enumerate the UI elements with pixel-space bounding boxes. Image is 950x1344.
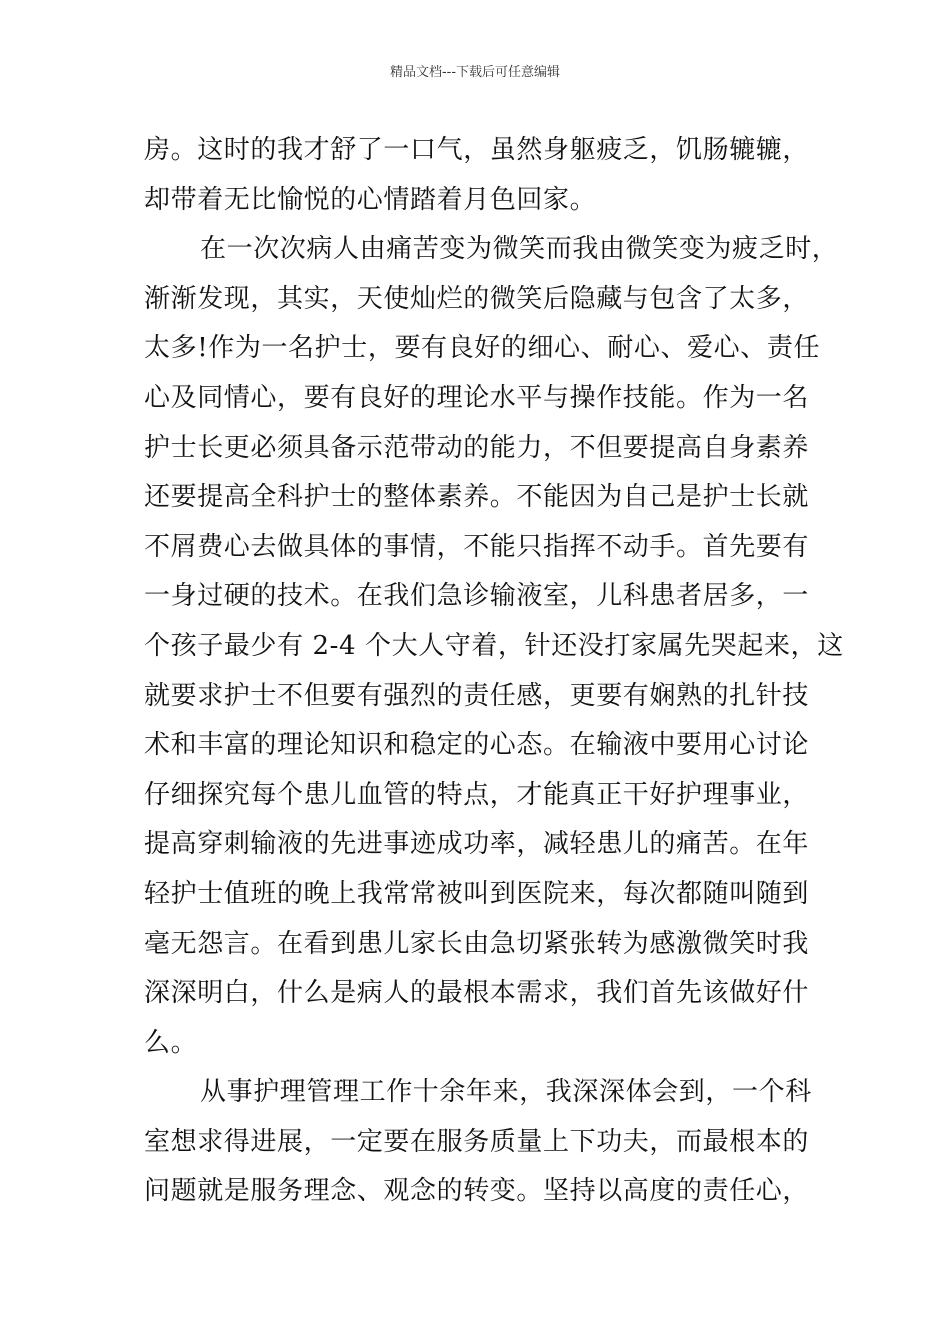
text-line: 却带着无比愉悦的心情踏着月色回家。	[144, 184, 597, 215]
text-line: 护士长更必须具备示范带动的能力，不但要提高自身素养	[144, 432, 810, 463]
text-line: 室想求得进展，一定要在服务质量上下功夫，而最根本的	[144, 1126, 810, 1157]
text-line-paragraph-start: 从事护理管理工作十余年来，我深深体会到，一个科	[200, 1077, 812, 1108]
text-line: 问题就是服务理念、观念的转变。坚持以高度的责任心，	[144, 1176, 810, 1207]
body-text	[144, 126, 844, 1217]
text-line: 仔细探究每个患儿血管的特点，才能真正干好护理事业，	[144, 779, 810, 810]
text-line: 就要求护士不但要有强烈的责任感，更要有娴熟的扎针技	[144, 680, 810, 711]
text-line: 个孩子最少有 2-4 个大人守着，针还没打家属先哭起来，这	[144, 630, 844, 661]
text-line: 毫无怨言。在看到患儿家长由急切紧张转为感激微笑时我	[144, 928, 810, 959]
text-line: 深深明白，什么是病人的最根本需求，我们首先该做好什	[144, 978, 810, 1009]
text-line: 太多!作为一名护士，要有良好的细心、耐心、爱心、责任	[144, 333, 821, 364]
text-line: 渐渐发现，其实，天使灿烂的微笑后隐藏与包含了太多，	[144, 283, 810, 314]
text-line: 还要提高全科护士的整体素养。不能因为自己是护士长就	[144, 482, 810, 513]
text-line: 不屑费心去做具体的事情，不能只指挥不动手。首先要有	[144, 531, 810, 562]
text-line: 轻护士值班的晚上我常常被叫到医院来，每次都随叫随到	[144, 878, 810, 909]
text-line: 一身过硬的技术。在我们急诊输液室，儿科患者居多，一	[144, 581, 810, 612]
text-line: 术和丰富的理论知识和稳定的心态。在输液中要用心讨论	[144, 730, 810, 761]
text-line: 房。这时的我才舒了一口气，虽然身躯疲乏，饥肠辘辘，	[144, 135, 810, 165]
text-line-paragraph-start: 在一次次病人由痛苦变为微笑而我由微笑变为疲乏时，	[200, 234, 839, 265]
text-line: 心及同情心，要有良好的理论水平与操作技能。作为一名	[144, 382, 810, 413]
page-header: 精品文档---下载后可任意编辑	[389, 65, 561, 80]
text-line: 提高穿刺输液的先进事迹成功率，减轻患儿的痛苦。在年	[144, 829, 810, 860]
text-line: 么。	[144, 1027, 198, 1058]
